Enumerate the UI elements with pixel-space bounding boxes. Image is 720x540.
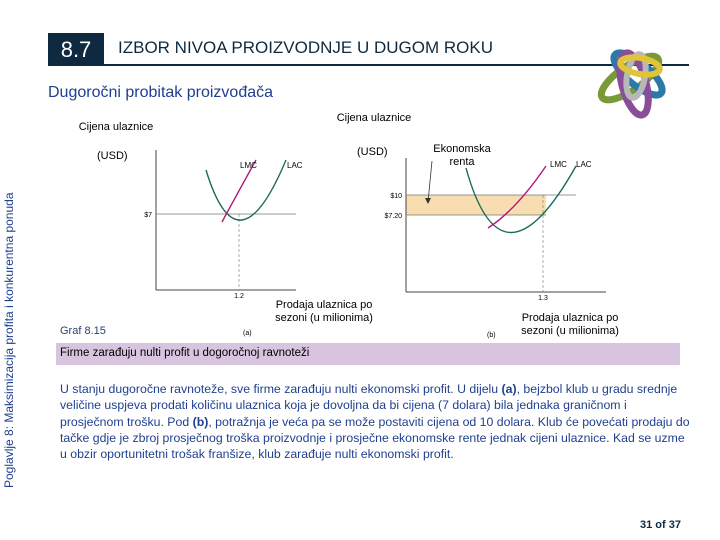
page-number: 31 of 37 xyxy=(640,519,681,531)
left-y-unit: (USD) xyxy=(97,150,128,162)
right-x-axis-label: Prodaja ulaznica po sezoni (u milionima) xyxy=(521,312,619,337)
slide-subtitle: Dugoročni probitak proizvođača xyxy=(48,84,274,101)
left-lmc-label: LMC xyxy=(240,161,257,170)
figure-caption: Firme zarađuju nulti profit u dogoročnoj ravnoteži xyxy=(60,347,310,359)
left-price-label: $7 xyxy=(144,212,152,219)
figure-label: Graf 8.15 xyxy=(60,325,106,337)
left-y-axis-label: Cijena ulaznice xyxy=(78,121,154,133)
right-y-axis-label: Cijena ulaznice xyxy=(336,112,412,124)
right-price-high-label: $10 xyxy=(390,193,402,200)
right-lac-label: LAC xyxy=(576,160,592,169)
body-paragraph: U stanju dugoročne ravnoteže, sve firme zarađuju nulti ekonomski profit. U dijelu (a), bejzbol klub u gradu srednje veličine uspjeva prodati količinu ulaznica koja je dovoljna da bi cijena (7 dolara) bila jednaka graničnom i prosječnom trošku. Pod (b), potražnja je veća pa se može postaviti cijena od 10 dolara. Klub će povećati prodaju do tačke gdje je zbroj prosječnog troška proizvodnje i prosječne ekonomske rente jednak cijeni ulaznice. Kad se uzme u obzir oportunitetni trošak franšize, klub zarađuje nulti ekonomski profit. xyxy=(60,382,690,462)
colored-rings-logo-icon xyxy=(590,26,680,130)
left-lac-label: LAC xyxy=(287,161,303,170)
slide-title: IZBOR NIVOA PROIZVODNJE U DUGOM ROKU xyxy=(118,38,493,57)
right-price-low-label: $7.20 xyxy=(384,213,402,220)
chapter-sidebar: Poglavlje 8: Maksimizacija profita i konkurentna ponuda xyxy=(2,192,16,488)
right-y-unit: (USD) xyxy=(357,146,388,158)
left-quantity-label: 1.2 xyxy=(234,293,244,300)
right-quantity-label: 1.3 xyxy=(538,295,548,302)
left-x-axis-label: Prodaja ulaznica po sezoni (u milionima) xyxy=(275,299,373,324)
left-panel-tag: (a) xyxy=(243,330,252,337)
right-panel-tag: (b) xyxy=(487,332,496,339)
section-number: 8.7 xyxy=(48,33,104,66)
right-lmc-label: LMC xyxy=(550,160,567,169)
economic-rent-label: Ekonomska renta xyxy=(433,143,491,168)
right-cost-chart xyxy=(386,158,606,338)
